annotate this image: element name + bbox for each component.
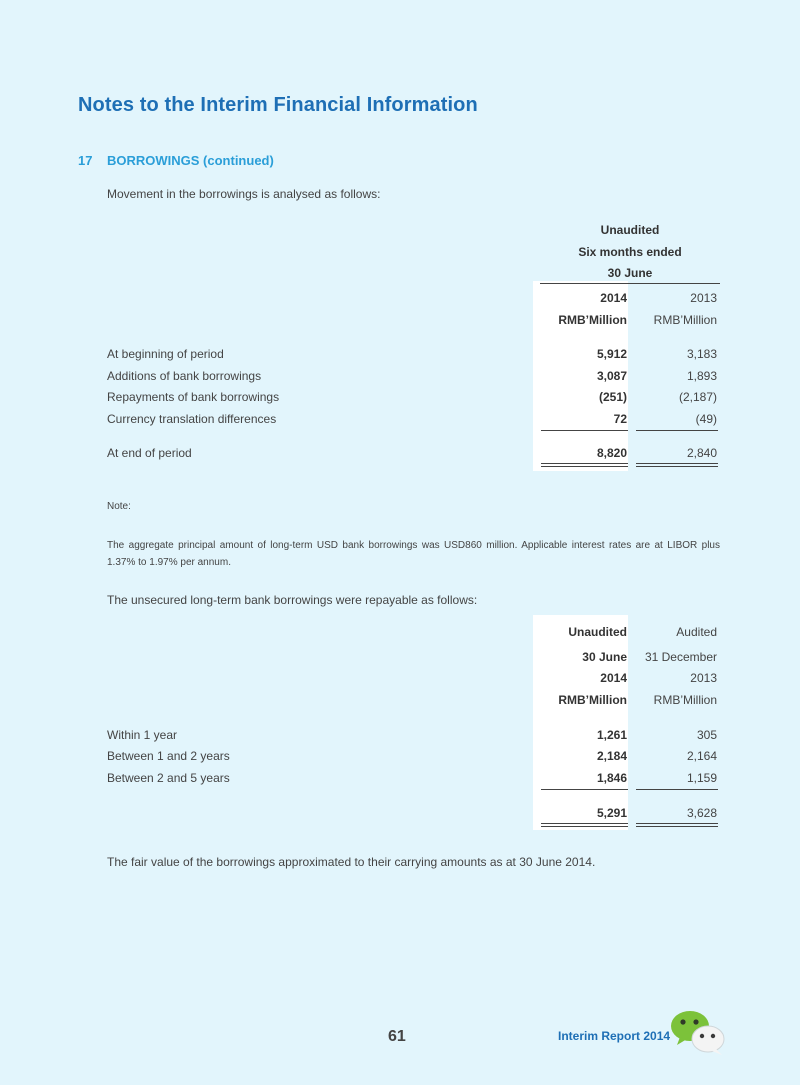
table2-row-value-col1: 1,261 [596,728,627,742]
table2-row-label: Between 1 and 2 years [107,749,230,763]
intro-text-1: Movement in the borrowings is analysed as follows: [107,187,381,201]
table1-total-double-rule-col2 [636,463,718,467]
table2-row-value-col1: 1,846 [596,771,627,785]
table1-row-label: Additions of bank borrowings [107,369,262,383]
table2-col2-year: 2013 [690,671,717,685]
table2-highlight-column [533,615,628,830]
table2-col2-unit: RMB’Million [653,693,717,707]
table1-total-value-2014: 8,820 [596,446,627,460]
table1-head-status: Unaudited [600,223,660,237]
report-name: Interim Report 2014 [558,1029,671,1043]
table2-total-double-rule-col1 [541,823,628,827]
table2-col2-status: Audited [676,625,717,639]
note-text-line-1: The aggregate principal amount of long-term USD bank borrowings was USD860 million. Applicable interest rates are at LIBOR plus [107,540,720,551]
table1-total-label: At end of period [107,446,192,460]
table1-total-double-rule-col1 [541,463,628,467]
table1-row-label: Currency translation differences [107,412,277,426]
closing-text: The fair value of the borrowings approximated to their carrying amounts as at 30 June 2014. [107,855,596,869]
page-title: Notes to the Interim Financial Information [78,94,478,116]
intro-text-2: The unsecured long-term bank borrowings were repayable as follows: [107,593,478,607]
table2-subtotal-rule-col1 [541,789,628,790]
table2-row-value-col1: 2,184 [596,749,627,763]
chat-bubbles-logo-icon [668,1008,728,1058]
table2-row-label: Within 1 year [107,728,178,742]
table1-subtotal-rule-col2 [636,430,718,431]
table1-col1-year: 2014 [600,291,627,305]
table2-col1-date: 30 June [582,650,627,664]
table2-row-value-col2: 2,164 [686,749,717,763]
table1-row-value-2013: 1,893 [686,369,717,383]
table1-col2-unit: RMB’Million [653,313,717,327]
table1-col2-year: 2013 [690,291,717,305]
table1-row-value-2013: (2,187) [678,390,717,404]
table1-row-label: At beginning of period [107,347,224,361]
table2-subtotal-rule-col2 [636,789,718,790]
note-heading: Note: [107,501,131,512]
table2-row-label: Between 2 and 5 years [107,771,230,785]
table2-row-value-col2: 305 [696,728,717,742]
table1-subtotal-rule-col1 [541,430,628,431]
table1-row-value-2014: 3,087 [596,369,627,383]
table1-total-value-2013: 2,840 [686,446,717,460]
table1-row-value-2013: (49) [695,412,717,426]
table2-total-value-col1: 5,291 [596,806,627,820]
table2-col1-unit: RMB’Million [558,693,627,707]
note-text-line-2: 1.37% to 1.97% per annum. [107,557,231,568]
table2-row-value-col2: 1,159 [686,771,717,785]
table2-total-double-rule-col2 [636,823,718,827]
table1-row-value-2013: 3,183 [686,347,717,361]
table1-row-value-2014: 5,912 [596,347,627,361]
table1-head-date: 30 June [607,266,653,280]
table2-col2-date: 31 December [644,650,717,664]
table1-head-period: Six months ended [578,245,682,259]
section-title: BORROWINGS (continued) [107,153,274,168]
table1-row-value-2014: 72 [613,412,627,426]
section-number: 17 [78,153,93,168]
table1-row-value-2014: (251) [598,390,627,404]
table1-header-rule [540,283,720,284]
table2-col1-status: Unaudited [568,625,627,639]
page-number: 61 [388,1028,406,1045]
table2-total-value-col2: 3,628 [686,806,717,820]
table1-row-label: Repayments of bank borrowings [107,390,280,404]
table1-col1-unit: RMB’Million [558,313,627,327]
table2-col1-year: 2014 [600,671,627,685]
